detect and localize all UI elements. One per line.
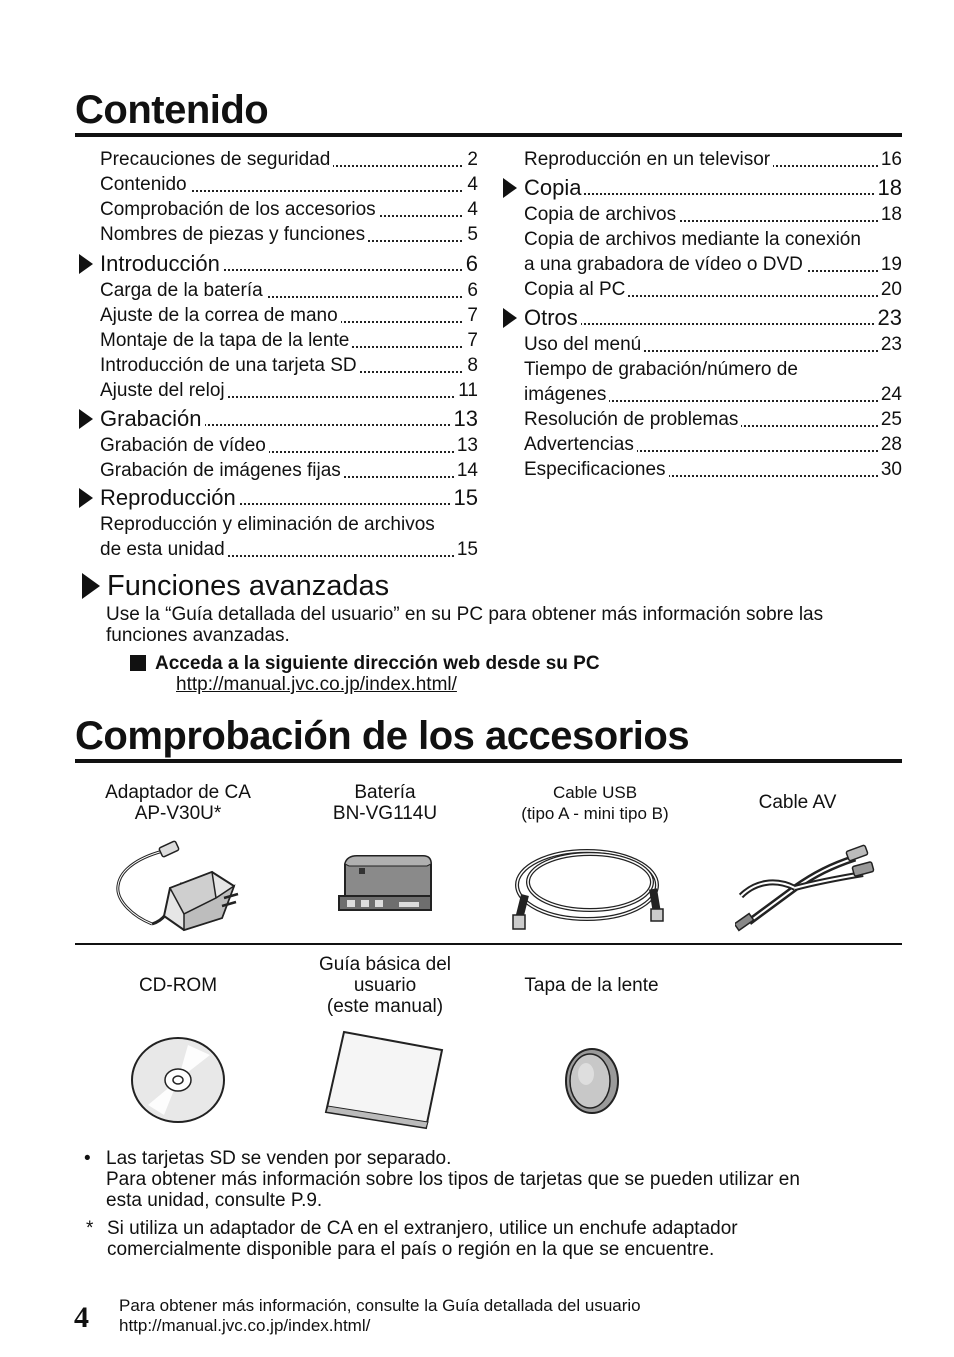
toc-entry[interactable]: imágenes 24 <box>524 384 902 405</box>
section-arrow-icon <box>82 573 100 599</box>
note-sd-line2: Para obtener más información sobre los tipos de tarjetas que se pueden utilizar en <box>106 1169 800 1190</box>
asterisk-mark: * <box>86 1218 94 1239</box>
accessory-cd-rom-label: CD-ROM <box>138 975 218 996</box>
bullet-dot: • <box>84 1148 91 1169</box>
page-number: 4 <box>74 1301 89 1334</box>
note-ac-line1: Si utiliza un adaptador de CA en el extranjero, utilice un enchufe adaptador <box>107 1218 738 1239</box>
section-arrow-icon <box>503 178 517 198</box>
toc-entry[interactable]: Grabación de vídeo 13 <box>100 435 478 456</box>
toc-entry[interactable]: Reproducción en un televisor 16 <box>524 149 902 170</box>
footer-url[interactable]: http://manual.jvc.co.jp/index.html/ <box>119 1316 371 1335</box>
accessories-title: Comprobación de los accesorios <box>75 714 690 758</box>
advanced-desc-line2: funciones avanzadas. <box>106 625 290 646</box>
toc-entry[interactable]: Contenido 4 <box>100 174 478 195</box>
title-rule <box>75 759 902 763</box>
toc-entry[interactable]: Comprobación de los accesorios 4 <box>100 199 478 220</box>
accessory-av-cable-label: Cable AV <box>758 792 837 813</box>
toc-entry[interactable]: Grabación de imágenes fijas 14 <box>100 460 478 481</box>
toc-entry[interactable]: Copia de archivos mediante la conexión <box>524 229 861 250</box>
toc-entry[interactable]: Uso del menú 23 <box>524 334 902 355</box>
toc-entry[interactable]: Carga de la batería 6 <box>100 280 478 301</box>
accessory-manual-label: Guía básica del usuario (este manual) <box>318 954 452 1017</box>
ac-adapter-icon <box>112 838 242 933</box>
accessory-usb-cable-label: Cable USB (tipo A - mini tipo B) <box>521 783 669 823</box>
toc-entry[interactable]: Introducción de una tarjeta SD 8 <box>100 355 478 376</box>
accessory-lens-cap-label: Tapa de la lente <box>524 975 659 996</box>
toc-entry[interactable]: Nombres de piezas y funciones 5 <box>100 224 478 245</box>
manual-icon <box>322 1030 447 1130</box>
note-ac-line2: comercialmente disponible para el país o región en la que se encuentre. <box>107 1239 715 1260</box>
toc-section-grabacion[interactable]: Grabación 13 <box>100 406 478 431</box>
toc-entry[interactable]: Reproducción y eliminación de archivos <box>100 514 435 535</box>
contenido-title: Contenido <box>75 88 269 132</box>
toc-entry[interactable]: Copia al PC 20 <box>524 279 902 300</box>
av-cable-icon <box>735 838 875 933</box>
web-heading: Acceda a la siguiente dirección web desde su PC <box>155 653 600 674</box>
section-arrow-icon <box>79 254 93 274</box>
battery-icon <box>335 852 435 917</box>
toc-entry[interactable]: de esta unidad 15 <box>100 539 478 560</box>
cd-rom-icon <box>128 1035 228 1125</box>
toc-entry[interactable]: Copia de archivos 18 <box>524 204 902 225</box>
toc-entry[interactable]: Resolución de problemas 25 <box>524 409 902 430</box>
section-arrow-icon <box>503 308 517 328</box>
manual-url-link[interactable]: http://manual.jvc.co.jp/index.html/ <box>176 674 457 695</box>
lens-cap-icon <box>562 1046 622 1116</box>
usb-cable-icon <box>505 835 670 935</box>
toc-section-introduccion[interactable]: Introducción 6 <box>100 251 478 276</box>
row-divider <box>75 943 902 945</box>
toc-entry[interactable]: Ajuste de la correa de mano 7 <box>100 305 478 326</box>
toc-entry[interactable]: Tiempo de grabación/número de <box>524 359 798 380</box>
toc-entry[interactable]: Precauciones de seguridad 2 <box>100 149 478 170</box>
section-arrow-icon <box>79 409 93 429</box>
toc-entry[interactable]: Ajuste del reloj 11 <box>100 380 478 401</box>
advanced-desc-line1: Use la “Guía detallada del usuario” en su PC para obtener más información sobre las <box>106 604 824 625</box>
toc-entry[interactable]: Montaje de la tapa de la lente 7 <box>100 330 478 351</box>
accessory-ac-adapter-label: Adaptador de CA AP-V30U* <box>105 782 251 824</box>
advanced-functions-title: Funciones avanzadas <box>107 570 390 602</box>
toc-entry[interactable]: Advertencias 28 <box>524 434 902 455</box>
accessory-battery-label: Batería BN-VG114U <box>332 782 438 824</box>
toc-entry[interactable]: a una grabadora de vídeo o DVD 19 <box>524 254 902 275</box>
toc-right-column <box>524 148 902 488</box>
toc-left-column <box>100 148 478 568</box>
section-arrow-icon <box>79 488 93 508</box>
title-rule <box>75 133 902 137</box>
note-sd-line3: esta unidad, consulte P.9. <box>106 1190 323 1211</box>
toc-entry[interactable]: Especificaciones 30 <box>524 459 902 480</box>
toc-section-copia[interactable]: Copia 18 <box>524 175 902 200</box>
square-bullet-icon <box>130 655 146 671</box>
footer-line1: Para obtener más información, consulte la Guía detallada del usuario <box>119 1296 641 1315</box>
toc-section-reproduccion[interactable]: Reproducción 15 <box>100 485 478 510</box>
note-sd-line1: Las tarjetas SD se venden por separado. <box>106 1148 452 1169</box>
toc-section-otros[interactable]: Otros 23 <box>524 305 902 330</box>
